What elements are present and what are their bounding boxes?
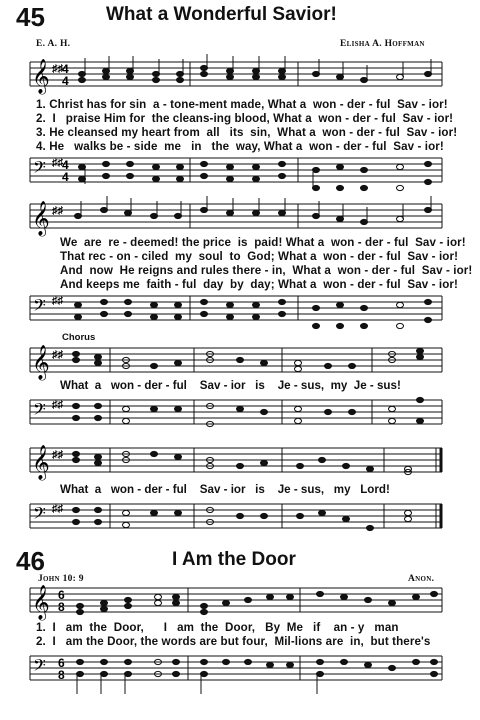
svg-text:𝄞: 𝄞 [32,345,50,380]
hymn-45-verse-4-line: 4. He walks be - side me in the way, What a won - der - ful Sav - ior! [36,140,444,153]
hymn-46-title: I Am the Door [172,549,296,570]
svg-text:4: 4 [62,158,69,172]
svg-text:♯♯: ♯♯ [52,399,63,411]
svg-text:𝄞: 𝄞 [32,201,50,236]
hymn-45-system-2-treble-staff [0,198,480,238]
svg-text:𝄢: 𝄢 [33,655,46,679]
chorus-system-2-bass-staff [0,498,480,538]
svg-text:♯♯: ♯♯ [52,503,63,515]
chorus-system-1-bass-staff [0,394,480,434]
svg-text:𝄞: 𝄞 [32,445,50,480]
hymn-45-verse-2-line: 2. I praise Him for the cleans-ing blood, What a won - der - ful Sav - ior! [36,112,454,125]
svg-text:𝄢: 𝄢 [33,399,46,423]
svg-text:𝄢: 𝄢 [33,503,46,527]
svg-text:♯♯: ♯♯ [52,349,63,361]
hymn-45-verse-1-line: 1. Christ has for sin a - tone-ment made, What a won - der - ful Sav - ior! [36,98,448,111]
chorus-label: Chorus [62,332,96,343]
hymn-46-treble-staff [0,582,480,624]
hymn-45-verse-1-line-2: We are re - deemed! the price is paid! What a won - der - ful Sav - ior! [60,236,466,249]
hymn-45-verse-3-line: 3. He cleansed my heart from all its sin, What a won - der - ful Sav - ior! [36,126,458,139]
svg-text:8: 8 [58,668,65,682]
hymn-46-credit: Anon. [408,574,435,584]
svg-text:𝄞: 𝄞 [32,585,50,620]
svg-text:8: 8 [58,600,65,614]
hymn-45-verse-2-line-2: That rec - on - ciled my soul to God; What a won - der - ful Sav - ior! [60,250,459,263]
hymn-45-verse-3-line-2: And now He reigns and rules there - in, What a won - der - ful Sav - ior! [60,264,473,277]
svg-text:𝄢: 𝄢 [33,295,46,319]
svg-text:♯♯: ♯♯ [52,63,63,75]
hymn-45-music-credit: Elisha A. Hoffman [340,39,425,49]
svg-text:4: 4 [62,74,69,88]
svg-text:4: 4 [62,170,69,184]
chorus-lyric-line-2: What a won - der - ful Sav - ior is Je - sus, my Lord! [60,483,390,496]
hymn-45-system-2-bass-staff [0,290,480,334]
svg-text:𝄞: 𝄞 [32,59,50,94]
hymn-46-scripture: John 10: 9 [38,574,84,584]
svg-text:6: 6 [58,656,65,670]
chorus-system-2-treble-staff [0,442,480,482]
chorus-system-1-treble-staff [0,342,480,382]
svg-text:♯♯: ♯♯ [52,157,63,169]
hymn-46-number: 46 [16,546,45,576]
svg-text:♯♯: ♯♯ [52,295,63,307]
hymn-45-system-1-bass-staff [0,152,480,197]
hymn-46-verse-2-line: 2. I am the Door, the words are but four, Mil-lions are in, but there's [36,635,431,648]
hymn-45-number: 45 [16,2,45,32]
hymn-45-words-credit: E. A. H. [36,39,71,49]
hymn-46-verse-1-line: 1. I am the Door, I am the Door, By Me if an - y man [36,621,399,634]
hymn-46-bass-staff [0,650,480,710]
hymn-45-verse-4-line-2: And keeps me faith - ful day by day; What a won - der - ful Sav - ior! [60,278,458,291]
svg-text:♯♯: ♯♯ [52,205,63,217]
svg-text:♯♯: ♯♯ [52,449,63,461]
svg-text:4: 4 [62,62,69,76]
chorus-lyric-line-1: What a won - der - ful Sav - ior is Je - sus, my Je - sus! [60,379,401,392]
hymn-45-title: What a Wonderful Savior! [106,4,337,25]
svg-text:6: 6 [58,588,65,602]
svg-text:𝄢: 𝄢 [33,157,46,181]
